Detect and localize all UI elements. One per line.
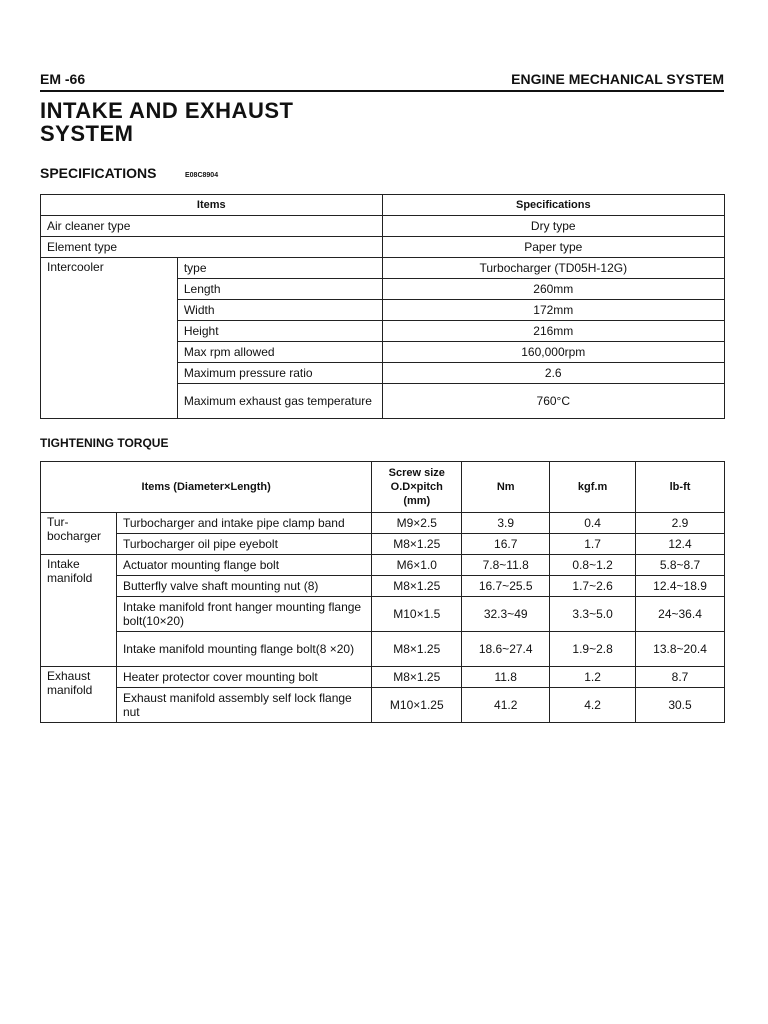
screw-size: M8×1.25 [372,534,462,555]
torque-item: Heater protector cover mounting bolt [116,667,371,688]
spec-item: Element type [41,237,383,258]
torque-nm: 18.6~27.4 [462,632,550,667]
torque-kgfm: 3.3~5.0 [550,597,636,632]
torque-kgfm: 4.2 [550,688,636,723]
torque-lbft: 8.7 [636,667,725,688]
table-row [41,576,725,597]
torque-nm: 11.8 [462,667,550,688]
torque-nm: 32.3~49 [462,597,550,632]
torque-lbft: 12.4~18.9 [636,576,725,597]
torque-kgfm: 1.7 [550,534,636,555]
column-header-nm: Nm [462,462,550,513]
tightening-torque-heading: TIGHTENING TORQUE [40,436,169,450]
torque-nm: 3.9 [462,513,550,534]
column-header-items: Items [41,195,383,216]
torque-kgfm: 0.8~1.2 [550,555,636,576]
table-row [41,258,725,279]
torque-item: Intake manifold front hanger mounting flange bolt(10×20) [116,597,371,632]
spec-subitem: Max rpm allowed [177,342,382,363]
spec-subitem: Length [177,279,382,300]
spec-subitem: Width [177,300,382,321]
spec-subitem: type [177,258,382,279]
table-row [41,513,725,534]
table-row [41,216,725,237]
torque-item: Turbocharger oil pipe eyebolt [116,534,371,555]
spec-value: 760°C [382,384,724,419]
specifications-table [40,194,725,419]
group-label-exhaust-manifold: Exhaust manifold [41,667,117,723]
column-header-specifications: Specifications [382,195,724,216]
torque-nm: 41.2 [462,688,550,723]
torque-lbft: 5.8~8.7 [636,555,725,576]
page-title-line-2: SYSTEM [40,121,134,146]
table-row [41,667,725,688]
column-header-kgfm: kgf.m [550,462,636,513]
page-title-line-1: INTAKE AND EXHAUST [40,98,294,123]
spec-value: 2.6 [382,363,724,384]
spec-value: 172mm [382,300,724,321]
torque-kgfm: 1.7~2.6 [550,576,636,597]
torque-nm: 7.8~11.8 [462,555,550,576]
torque-item: Actuator mounting flange bolt [116,555,371,576]
group-label-turbocharger: Tur-bocharger [41,513,117,555]
spec-subitem: Height [177,321,382,342]
spec-value: 160,000rpm [382,342,724,363]
torque-table [40,461,725,723]
torque-nm: 16.7~25.5 [462,576,550,597]
table-row [41,534,725,555]
specifications-heading: SPECIFICATIONS [40,165,157,181]
intercooler-group-label: Intercooler [41,258,178,419]
specifications-code: E08C8904 [185,172,219,179]
spec-value: Dry type [382,216,724,237]
torque-lbft: 12.4 [636,534,725,555]
screw-size: M9×2.5 [372,513,462,534]
table-row [41,632,725,667]
table-row [41,237,725,258]
torque-item: Intake manifold mounting flange bolt(8 ×20) [116,632,371,667]
screw-size: M10×1.5 [372,597,462,632]
torque-kgfm: 1.9~2.8 [550,632,636,667]
table-row [41,688,725,723]
screw-size: M6×1.0 [372,555,462,576]
spec-value: Turbocharger (TD05H-12G) [382,258,724,279]
table-header-row [41,195,725,216]
page-header [40,71,724,91]
spec-value: 216mm [382,321,724,342]
group-label-intake-manifold: Intake manifold [41,555,117,667]
page-title [40,99,440,145]
torque-lbft: 2.9 [636,513,725,534]
table-row [41,597,725,632]
column-header-items: Items (Diameter×Length) [41,462,372,513]
column-header-lbft: lb-ft [636,462,725,513]
screw-size: M10×1.25 [372,688,462,723]
torque-lbft: 13.8~20.4 [636,632,725,667]
table-row [41,555,725,576]
torque-item: Butterfly valve shaft mounting nut (8) [116,576,371,597]
spec-subitem: Maximum exhaust gas temperature [177,384,382,419]
column-header-screw-size: Screw size O.D×pitch (mm) [372,462,462,513]
spec-value: 260mm [382,279,724,300]
torque-item: Exhaust manifold assembly self lock flange nut [116,688,371,723]
screw-size: M8×1.25 [372,576,462,597]
table-header-row [41,462,725,513]
page-number: EM -66 [40,71,86,87]
screw-size: M8×1.25 [372,632,462,667]
spec-value: Paper type [382,237,724,258]
screw-size: M8×1.25 [372,667,462,688]
torque-lbft: 24~36.4 [636,597,725,632]
section-title: ENGINE MECHANICAL SYSTEM [511,71,724,87]
spec-item: Air cleaner type [41,216,383,237]
torque-lbft: 30.5 [636,688,725,723]
torque-kgfm: 0.4 [550,513,636,534]
torque-nm: 16.7 [462,534,550,555]
torque-kgfm: 1.2 [550,667,636,688]
torque-item: Turbocharger and intake pipe clamp band [116,513,371,534]
header-rule [40,90,724,92]
spec-subitem: Maximum pressure ratio [177,363,382,384]
